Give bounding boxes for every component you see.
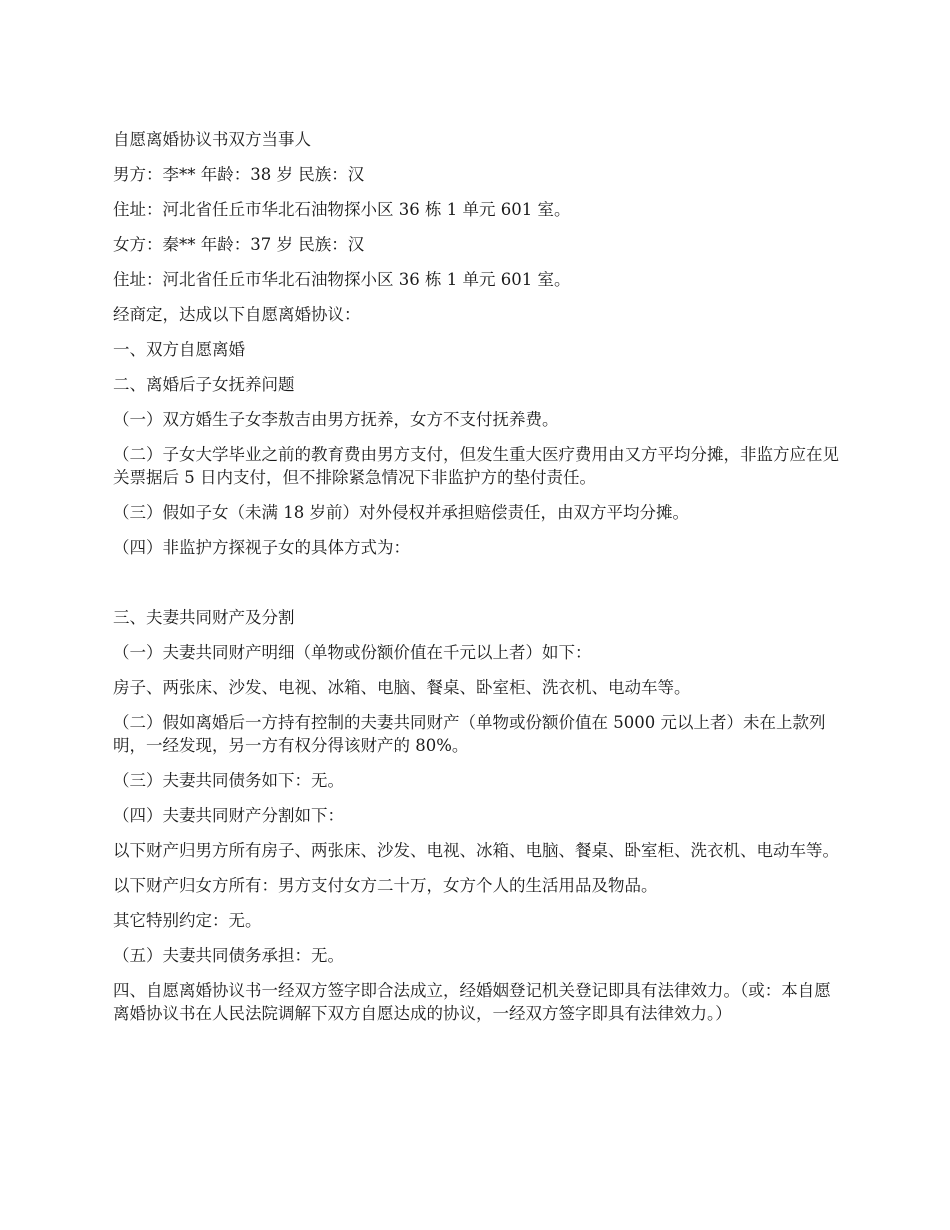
female-party-address: 住址：河北省任丘市华北石油物探小区 36 栋 1 单元 601 室。	[113, 270, 571, 289]
section-4-legal-effect: 四、自愿离婚协议书一经双方签字即合法成立，经婚姻登记机关登记即具有法律效力。（或：本自愿离婚协议书在人民法院调解下双方自愿达成的协议，一经双方签字即具有法律效力。）	[113, 981, 831, 1023]
female-property-allocation: 以下财产归女方所有：男方支付女方二十万，女方个人的生活用品及物品。	[113, 876, 658, 895]
document-title: 自愿离婚协议书双方当事人	[113, 130, 311, 149]
section-3-item-4: （四）夫妻共同财产分割如下：	[113, 806, 344, 825]
section-1-heading: 一、双方自愿离婚	[113, 340, 245, 359]
special-agreement: 其它特别约定：无。	[113, 911, 262, 930]
section-3-item-1: （一）夫妻共同财产明细（单物或份额价值在千元以上者）如下：	[113, 643, 592, 662]
section-2-item-3: （三）假如子女（未满 18 岁前）对外侵权并承担赔偿责任，由双方平均分摊。	[113, 503, 689, 522]
section-3-item-2: （二）假如离婚后一方持有控制的夫妻共同财产（单物或份额价值在 5000 元以上者）未在上款列明，一经发现，另一方有权分得该财产的 80%。	[113, 713, 826, 755]
joint-property-list: 房子、两张床、沙发、电视、冰箱、电脑、餐桌、卧室柜、洗衣机、电动车等。	[113, 678, 691, 697]
agreement-body	[113, 128, 841, 1037]
male-property-allocation: 以下财产归男方所有房子、两张床、沙发、电视、冰箱、电脑、餐桌、卧室柜、洗衣机、电动车等。	[113, 841, 839, 860]
section-3-item-3: （三）夫妻共同债务如下：无。	[113, 771, 344, 790]
section-2-item-4: （四）非监护方探视子女的具体方式为：	[113, 538, 410, 557]
section-3-item-5: （五）夫妻共同债务承担：无。	[113, 946, 344, 965]
section-2-item-2: （二）子女大学毕业之前的教育费由男方支付，但发生重大医疗费用由又方平均分摊，非监方应在见关票据后 5 日内支付，但不排除紧急情况下非监护方的垫付责任。	[113, 445, 839, 487]
agreement-intro: 经商定，达成以下自愿离婚协议：	[113, 305, 361, 324]
section-2-item-1: （一）双方婚生子女李敖吉由男方抚养，女方不支付抚养费。	[113, 410, 559, 429]
section-2-heading: 二、离婚后子女抚养问题	[113, 375, 295, 394]
male-party-address: 住址：河北省任丘市华北石油物探小区 36 栋 1 单元 601 室。	[113, 200, 571, 219]
section-3-heading: 三、夫妻共同财产及分割	[113, 608, 295, 627]
male-party-info: 男方：李** 年龄：38 岁 民族：汉	[113, 165, 365, 184]
female-party-info: 女方：秦** 年龄：37 岁 民族：汉	[113, 235, 365, 254]
